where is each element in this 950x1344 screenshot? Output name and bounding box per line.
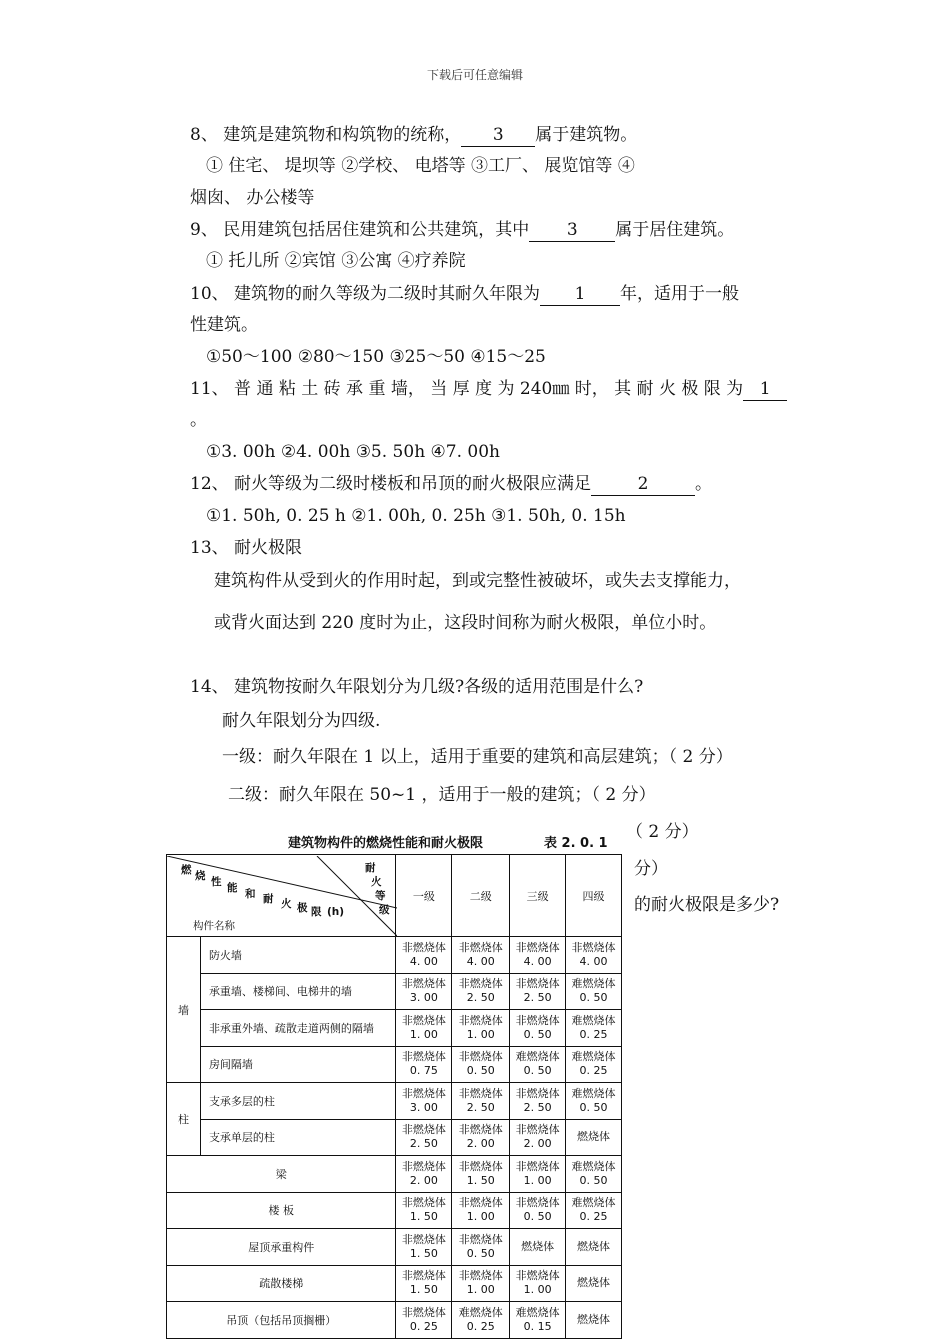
combustibility: 非燃烧体 (458, 1232, 503, 1246)
rating-cell (510, 1192, 566, 1229)
q11-options: ①3. 00h ②4. 00h ③5. 50h ④7. 00h (206, 442, 500, 462)
q12-options: ①1. 50h, 0. 25 h ②1. 00h, 0. 25h ③1. 50h, 0. 15h (206, 506, 626, 526)
rating-cell (510, 1156, 566, 1193)
rating-cell (510, 1302, 566, 1339)
fire-limit-hours: 0. 50 (523, 1210, 552, 1224)
rating-cell (396, 1010, 452, 1047)
diag-left-char: 极 (297, 901, 308, 914)
q14-answer-line-3: 二级：耐久年限在 50~1 ，适用于一般的建筑；（ 2 分） (228, 785, 656, 805)
combustibility: 非燃烧体 (515, 1123, 560, 1137)
q13-answer-line-1: 建筑构件从受到火的作用时起，到或完整性被破坏，或失去支撑能力， (214, 571, 741, 591)
q10-stem: 10、 建筑物的耐久等级为二级时其耐久年限为 1 年，适用于一般 (190, 284, 740, 304)
diag-right-char: 级 (379, 903, 390, 916)
fire-limit-hours: 0. 25 (579, 1027, 608, 1041)
page-header: 下载后可任意编辑 (426, 68, 523, 82)
diag-left-char: 耐 (263, 892, 274, 905)
combustibility: 非燃烧体 (515, 1013, 560, 1027)
q10-stem-cont: 性建筑。 (190, 315, 258, 335)
combustibility: 非燃烧体 (458, 1013, 503, 1027)
combustibility: 非燃烧体 (401, 1086, 446, 1100)
q15-title-visible: 的耐火极限是多少? (634, 895, 780, 915)
combustibility: 非燃烧体 (458, 1123, 503, 1137)
combustibility: 非燃烧体 (458, 1159, 503, 1173)
table-row (167, 1265, 622, 1302)
component-name: 梁 (167, 1156, 396, 1193)
table-row (167, 1046, 622, 1083)
diag-right-char: 等 (375, 889, 386, 902)
group-label-column: 柱 (167, 1083, 201, 1156)
diag-left-char: 烧 (195, 869, 206, 882)
combustibility: 非燃烧体 (401, 1196, 446, 1210)
rating-cell (396, 1302, 452, 1339)
component-name: 支承单层的柱 (200, 1119, 396, 1156)
component-name: 非承重外墙、疏散走道两侧的隔墙 (200, 1010, 396, 1047)
component-name: 吊顶（包括吊顶搁栅） (167, 1302, 396, 1339)
combustibility: 非燃烧体 (401, 1050, 446, 1064)
combustibility: 非燃烧体 (401, 1013, 446, 1027)
fire-limit-hours: 3. 00 (409, 1100, 438, 1114)
fire-limit-hours: 1. 50 (409, 1246, 438, 1260)
combustibility: 非燃烧体 (515, 1269, 560, 1283)
rating-cell (396, 1083, 452, 1120)
fire-limit-hours: 0. 25 (409, 1319, 438, 1333)
q10-answer: 1 (540, 283, 620, 306)
q14-answer-line-4-visible: （ 2 分） (626, 822, 699, 842)
rating-cell (452, 1229, 510, 1266)
component-name: 疏散楼梯 (167, 1265, 396, 1302)
fire-limit-hours: 0. 25 (579, 1210, 608, 1224)
combustibility: 难燃烧体 (571, 1196, 616, 1210)
grade-header-4: 四级 (566, 855, 622, 937)
component-name: 屋顶承重构件 (167, 1229, 396, 1266)
q14-title: 14、 建筑物按耐久年限划分为几级?各级的适用范围是什么? (190, 677, 644, 697)
rating-cell (510, 1265, 566, 1302)
q9-answer: 3 (529, 219, 615, 242)
fire-limit-hours: 0. 15 (523, 1319, 552, 1333)
table-row (167, 1083, 622, 1120)
combustibility: 非燃烧体 (571, 940, 616, 954)
grade-header-2: 二级 (452, 855, 510, 937)
fire-limit-hours: 2. 00 (466, 1137, 495, 1151)
fire-limit-hours: 1. 00 (466, 1027, 495, 1041)
fire-limit-hours: 2. 50 (466, 1100, 495, 1114)
fire-limit-hours: 2. 50 (523, 991, 552, 1005)
q11-stem-end: 。 (190, 410, 207, 430)
combustibility: 非燃烧体 (515, 1196, 560, 1210)
fire-limit-hours: 0. 25 (466, 1319, 495, 1333)
table-row (167, 1192, 622, 1229)
table-header-row (167, 855, 622, 937)
rating-cell (452, 1010, 510, 1047)
fire-limit-hours: 1. 00 (466, 1210, 495, 1224)
fire-limit-hours: 1. 00 (409, 1027, 438, 1041)
combustibility: 非燃烧体 (458, 1086, 503, 1100)
rating-cell (396, 937, 452, 974)
table-row (167, 1302, 622, 1339)
q8-options: ① 住宅、 堤坝等 ②学校、 电塔等 ③工厂、 展览馆等 ④ (206, 156, 635, 176)
combustibility: 难燃烧体 (515, 1050, 560, 1064)
rating-cell (452, 937, 510, 974)
fire-limit-hours: 3. 00 (409, 991, 438, 1005)
component-name: 楼 板 (167, 1192, 396, 1229)
combustibility: 非燃烧体 (458, 1196, 503, 1210)
q12-answer: 2 (591, 473, 695, 496)
combustibility: 非燃烧体 (401, 940, 446, 954)
rating-cell (566, 1229, 622, 1266)
diag-right-char: 火 (371, 875, 382, 888)
diag-left-char: 限 (311, 905, 322, 918)
group-label-wall: 墙 (167, 937, 201, 1083)
diag-left-char: 火 (281, 897, 292, 910)
rating-cell (510, 1229, 566, 1266)
component-name: 房间隔墙 (200, 1046, 396, 1083)
combustibility: 非燃烧体 (515, 977, 560, 991)
combustibility: 非燃烧体 (515, 940, 560, 954)
rating-cell (566, 1156, 622, 1193)
combustibility: 非燃烧体 (458, 1050, 503, 1064)
combustibility: 难燃烧体 (571, 1013, 616, 1027)
diagonal-header (167, 856, 395, 936)
combustibility: 非燃烧体 (401, 1159, 446, 1173)
combustibility: 非燃烧体 (401, 977, 446, 991)
rating-cell (452, 1156, 510, 1193)
rating-cell (396, 1046, 452, 1083)
fire-limit-hours: 0. 75 (409, 1064, 438, 1078)
combustibility: 难燃烧体 (571, 1159, 616, 1173)
rating-cell (566, 1192, 622, 1229)
grade-header-1: 一级 (396, 855, 452, 937)
q9-options: ① 托儿所 ②宾馆 ③公寓 ④疗养院 (206, 251, 466, 271)
component-name: 承重墙、楼梯间、电梯井的墙 (200, 973, 396, 1010)
fire-limit-hours: 2. 50 (466, 991, 495, 1005)
q10-options: ①50～100 ②80～150 ③25～50 ④15～25 (206, 347, 546, 367)
rating-cell (566, 937, 622, 974)
rating-cell (510, 1010, 566, 1047)
fire-limit-hours: 1. 00 (466, 1283, 495, 1297)
figure-title: 建筑物构件的燃烧性能和耐火极限 (288, 836, 484, 851)
table-row (167, 1119, 622, 1156)
combustibility: 非燃烧体 (515, 1159, 560, 1173)
combustibility: 难燃烧体 (571, 977, 616, 991)
fire-limit-hours: 2. 00 (409, 1173, 438, 1187)
combustibility: 非燃烧体 (458, 1269, 503, 1283)
component-name: 防火墙 (200, 937, 396, 974)
rating-cell (396, 973, 452, 1010)
fire-limit-hours: 0. 50 (523, 1027, 552, 1041)
combustibility: 难燃烧体 (515, 1305, 560, 1319)
combustibility: 非燃烧体 (401, 1305, 446, 1319)
q14-answer-line-5-visible: 分） (634, 859, 668, 879)
q11-stem: 11、 普 通 粘 土 砖 承 重 墙， 当 厚 度 为 240㎜ 时， 其 耐 火 极 限 为 1 (190, 378, 787, 401)
combustibility: 非燃烧体 (401, 1269, 446, 1283)
q8-options-cont: 烟囱、 办公楼等 (190, 188, 315, 208)
diag-left-char: (h) (327, 905, 345, 918)
table-row (167, 937, 622, 974)
fire-limit-hours: 1. 00 (523, 1173, 552, 1187)
combustibility: 难燃烧体 (571, 1050, 616, 1064)
combustibility: 燃烧体 (577, 1276, 611, 1290)
component-name-header: 构件名称 (193, 919, 235, 932)
combustibility: 非燃烧体 (458, 940, 503, 954)
q13-title: 13、 耐火极限 (190, 538, 303, 558)
fire-limit-hours: 2. 00 (523, 1137, 552, 1151)
q9-stem: 9、 民用建筑包括居住建筑和公共建筑，其中 3 属于居住建筑。 (190, 220, 735, 240)
rating-cell (566, 1083, 622, 1120)
fire-limit-hours: 0. 50 (466, 1064, 495, 1078)
diag-left-char: 燃 (181, 863, 192, 876)
fire-limit-hours: 1. 50 (466, 1173, 495, 1187)
combustibility: 非燃烧体 (401, 1232, 446, 1246)
q13-answer-line-2: 或背火面达到 220 度时为止，这段时间称为耐火极限，单位小时。 (214, 613, 717, 633)
table-row (167, 1156, 622, 1193)
rating-cell (452, 1083, 510, 1120)
combustibility: 燃烧体 (521, 1239, 555, 1253)
rating-cell (396, 1192, 452, 1229)
grade-header-3: 三级 (510, 855, 566, 937)
fire-limit-hours: 0. 50 (466, 1246, 495, 1260)
rating-cell (566, 1010, 622, 1047)
fire-resistance-table (166, 854, 622, 1339)
q14-answer-line-1: 耐久年限划分为四级. (222, 711, 381, 731)
combustibility: 非燃烧体 (458, 977, 503, 991)
q11-answer: 1 (743, 378, 787, 401)
fire-limit-hours: 0. 50 (523, 1064, 552, 1078)
combustibility: 难燃烧体 (458, 1305, 503, 1319)
fire-limit-hours: 0. 25 (579, 1064, 608, 1078)
rating-cell (566, 973, 622, 1010)
combustibility: 燃烧体 (577, 1239, 611, 1253)
fire-limit-hours: 4. 00 (409, 954, 438, 968)
q8-answer: 3 (461, 124, 535, 147)
rating-cell (566, 1302, 622, 1339)
rating-cell (566, 1119, 622, 1156)
table-row (167, 973, 622, 1010)
q14-answer-line-2: 一级：耐久年限在 1 以上，适用于重要的建筑和高层建筑；（ 2 分） (222, 747, 733, 767)
q12-stem: 12、 耐火等级为二级时楼板和吊顶的耐火极限应满足 2 。 (190, 474, 713, 494)
rating-cell (396, 1229, 452, 1266)
rating-cell (566, 1046, 622, 1083)
component-name: 支承多层的柱 (200, 1083, 396, 1120)
combustibility: 燃烧体 (577, 1312, 611, 1326)
rating-cell (566, 1265, 622, 1302)
diag-right-char: 耐 (365, 861, 376, 874)
table-row (167, 1010, 622, 1047)
q8-stem: 8、 建筑是建筑物和构筑物的统称， 3 属于建筑物。 (190, 125, 638, 145)
rating-cell (452, 1302, 510, 1339)
fire-limit-hours: 1. 00 (523, 1283, 552, 1297)
fire-limit-hours: 0. 50 (579, 1100, 608, 1114)
rating-cell (510, 1119, 566, 1156)
fire-limit-hours: 4. 00 (466, 954, 495, 968)
rating-cell (452, 1046, 510, 1083)
rating-cell (510, 1046, 566, 1083)
fire-limit-hours: 1. 50 (409, 1210, 438, 1224)
table-row (167, 1229, 622, 1266)
rating-cell (510, 1083, 566, 1120)
diag-left-char: 和 (245, 887, 256, 900)
figure-number: 表 2. 0. 1 (544, 836, 608, 851)
fire-limit-hours: 2. 50 (409, 1137, 438, 1151)
fire-limit-hours: 2. 50 (523, 1100, 552, 1114)
combustibility: 非燃烧体 (515, 1086, 560, 1100)
fire-limit-hours: 4. 00 (523, 954, 552, 968)
rating-cell (510, 973, 566, 1010)
diag-left-char: 能 (227, 881, 238, 894)
rating-cell (510, 937, 566, 974)
fire-resistance-table-figure (166, 822, 624, 1342)
fire-limit-hours: 0. 50 (579, 991, 608, 1005)
rating-cell (396, 1156, 452, 1193)
combustibility: 非燃烧体 (401, 1123, 446, 1137)
rating-cell (396, 1265, 452, 1302)
fire-limit-hours: 0. 50 (579, 1173, 608, 1187)
diag-left-char: 性 (211, 875, 222, 888)
combustibility: 燃烧体 (577, 1130, 611, 1144)
rating-cell (396, 1119, 452, 1156)
combustibility: 难燃烧体 (571, 1086, 616, 1100)
rating-cell (452, 1265, 510, 1302)
fire-limit-hours: 1. 50 (409, 1283, 438, 1297)
rating-cell (452, 1119, 510, 1156)
fire-limit-hours: 4. 00 (579, 954, 608, 968)
rating-cell (452, 973, 510, 1010)
rating-cell (452, 1192, 510, 1229)
diagonal-header-cell (167, 855, 396, 937)
